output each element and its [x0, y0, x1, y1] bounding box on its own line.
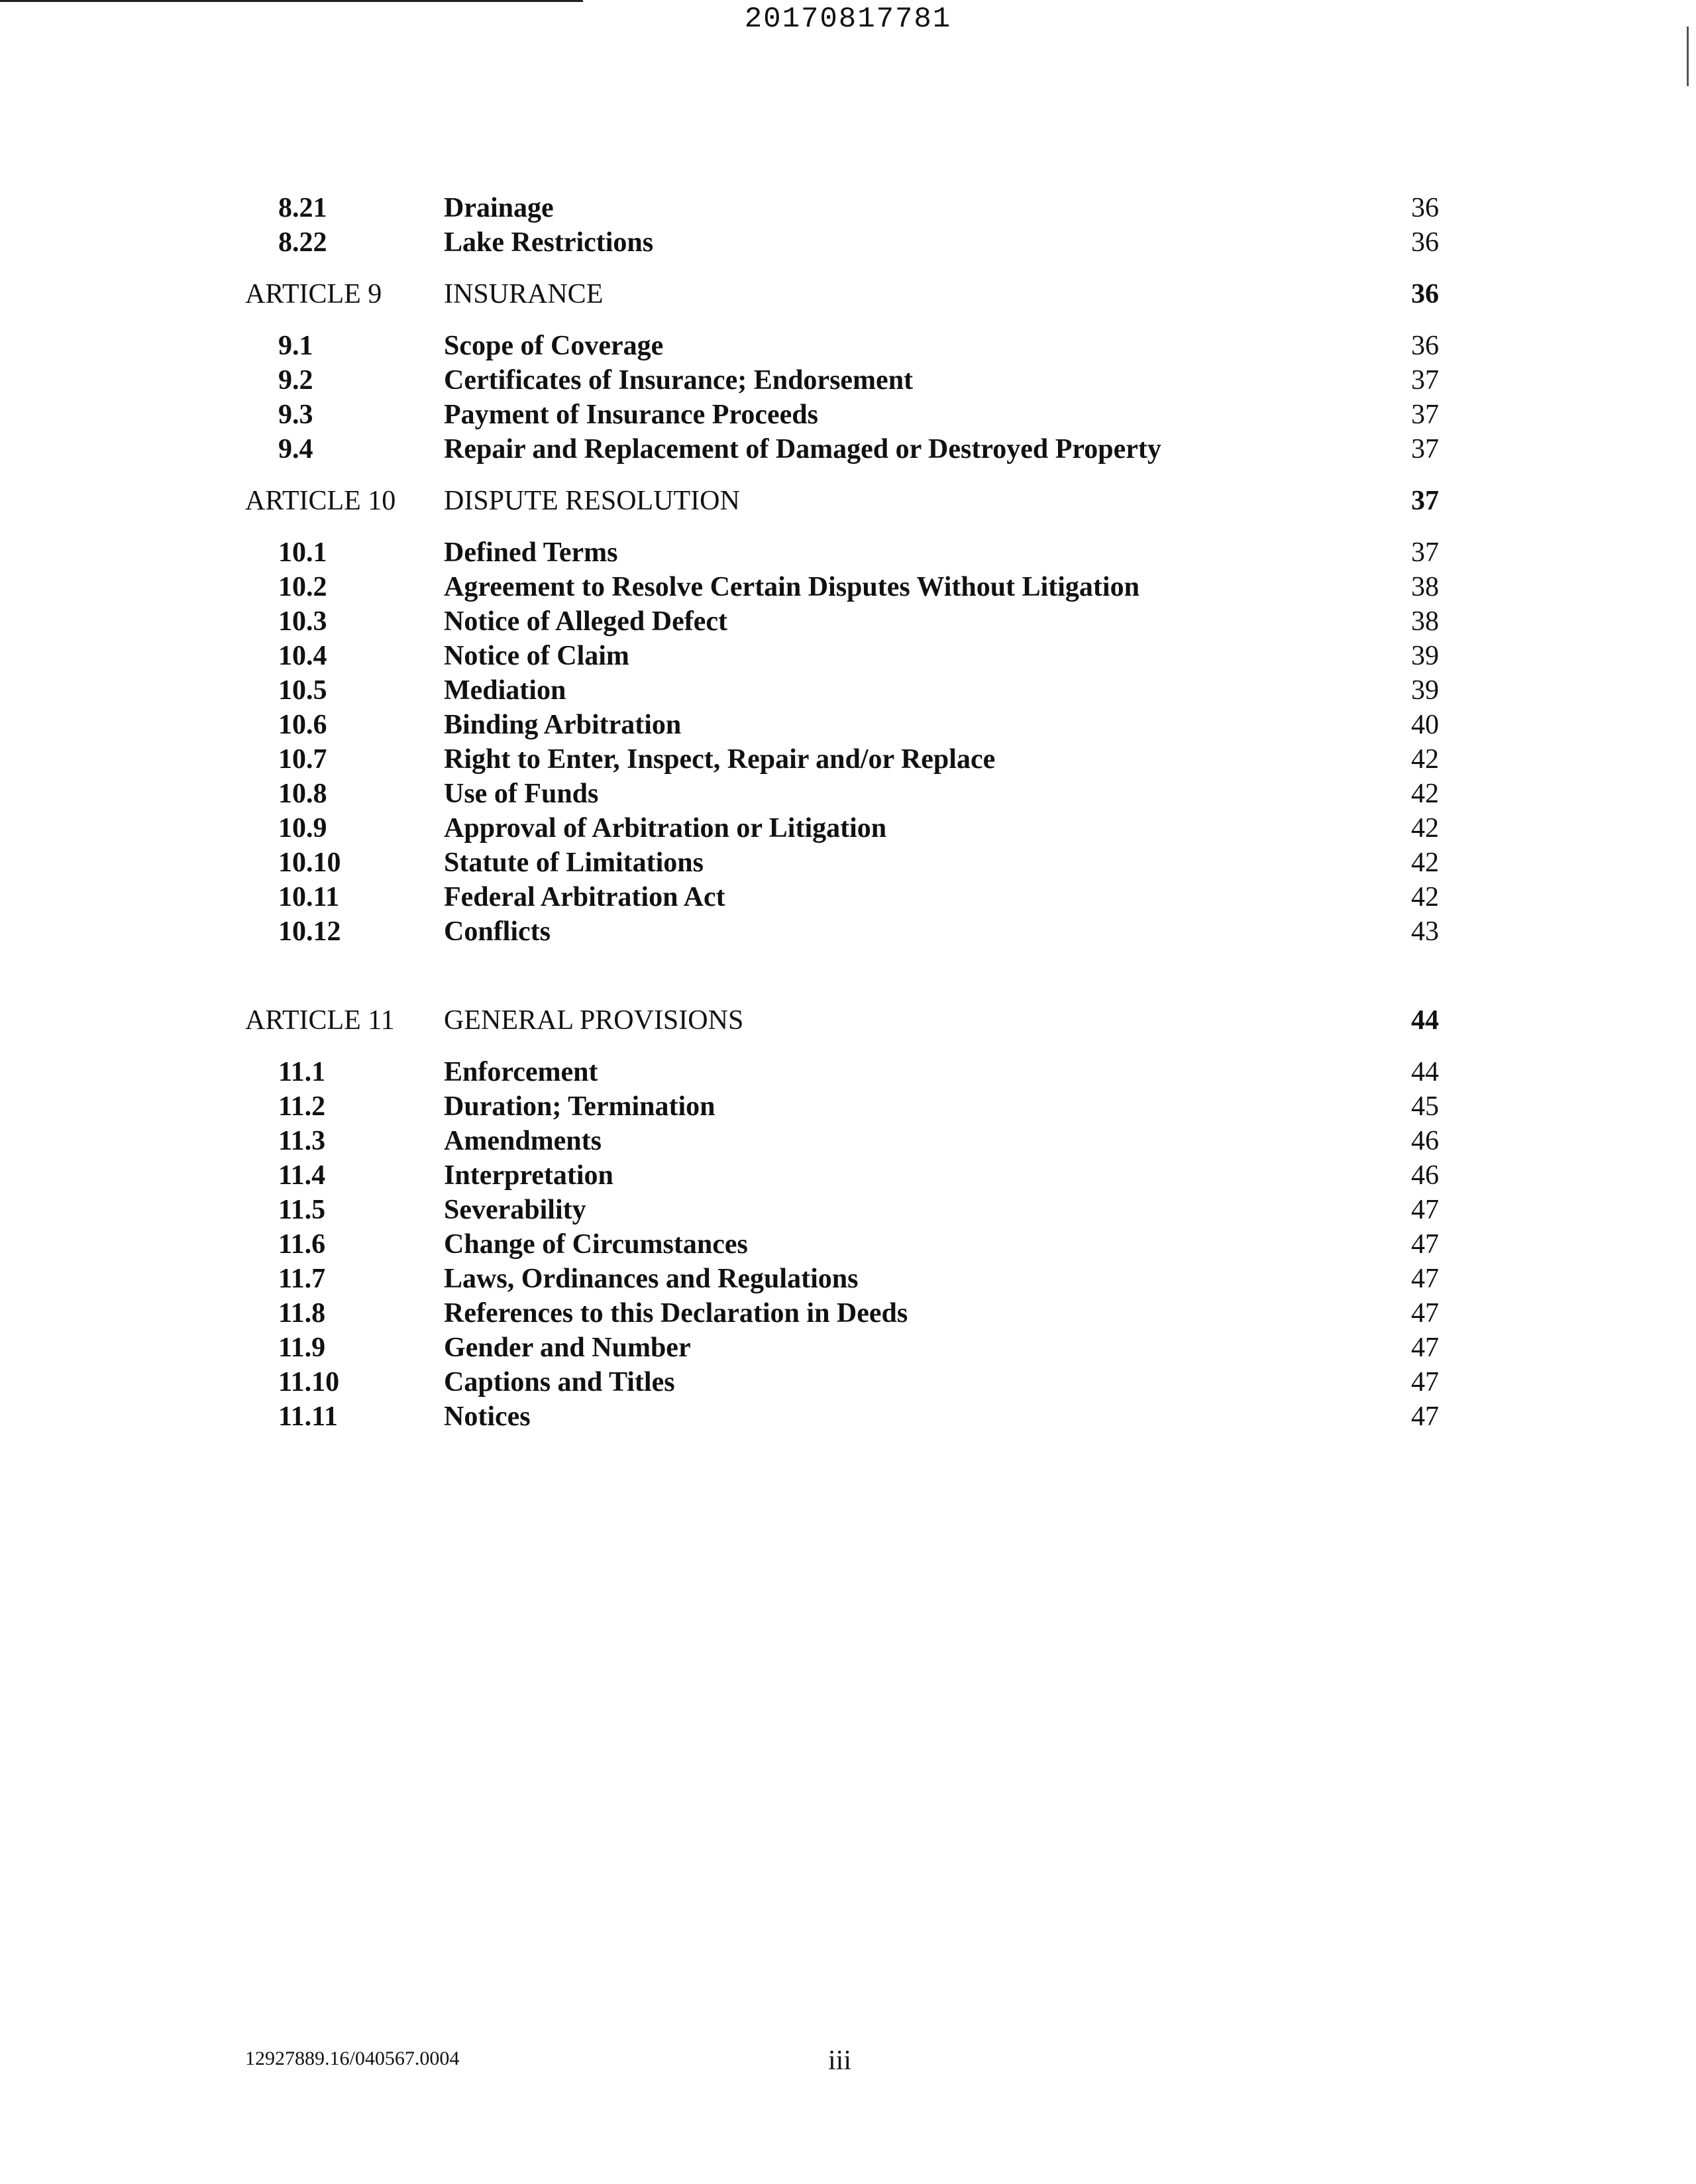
page-number: 46 — [1411, 1160, 1439, 1191]
page-number: 37 — [1411, 486, 1439, 516]
section-title: Statute of Limitations — [444, 847, 704, 878]
article-label: ARTICLE 9 — [245, 279, 382, 309]
toc-entry-9-2 — [0, 363, 1696, 398]
recording-number: 20170817781 — [744, 3, 952, 36]
section-number: 10.9 — [278, 813, 327, 844]
page-number: 45 — [1411, 1091, 1439, 1122]
section-title: Approval of Arbitration or Litigation — [444, 813, 887, 844]
section-number: 11.11 — [278, 1401, 338, 1432]
page-number: 47 — [1411, 1333, 1439, 1363]
page-number: 36 — [1411, 193, 1439, 223]
section-number: 10.10 — [278, 847, 341, 878]
page-number: 47 — [1411, 1195, 1439, 1225]
section-title: Duration; Termination — [444, 1091, 716, 1122]
section-number: 11.3 — [278, 1126, 326, 1156]
toc-article-9 — [0, 277, 1696, 311]
article-label: ARTICLE 11 — [245, 1005, 395, 1036]
section-number: 9.1 — [278, 331, 313, 361]
toc-entry-11-1 — [0, 1055, 1696, 1089]
toc-entry-11-4 — [0, 1158, 1696, 1193]
section-title: Notices — [444, 1401, 531, 1432]
toc-entry-11-3 — [0, 1124, 1696, 1158]
section-title: Mediation — [444, 675, 566, 706]
section-title: Payment of Insurance Proceeds — [444, 400, 818, 430]
page-number: 37 — [1411, 434, 1439, 464]
toc-entry-11-11 — [0, 1399, 1696, 1434]
section-number: 11.1 — [278, 1057, 326, 1087]
page-number: 40 — [1411, 710, 1439, 740]
section-title: Certificates of Insurance; Endorsement — [444, 365, 914, 396]
section-number: 10.3 — [278, 606, 327, 637]
page-number: 47 — [1411, 1401, 1439, 1432]
toc-entry-11-8 — [0, 1296, 1696, 1331]
section-title: Amendments — [444, 1126, 602, 1156]
section-title: Drainage — [444, 193, 554, 223]
page-number: 42 — [1411, 779, 1439, 809]
section-title: References to this Declaration in Deeds — [444, 1298, 908, 1329]
section-number: 10.7 — [278, 744, 327, 775]
article-label: ARTICLE 10 — [245, 486, 396, 516]
section-title: Federal Arbitration Act — [444, 882, 725, 912]
section-title: Binding Arbitration — [444, 710, 682, 740]
toc-entry-10-3 — [0, 604, 1696, 639]
section-number: 8.22 — [278, 227, 327, 258]
section-title: Scope of Coverage — [444, 331, 664, 361]
page-number: 42 — [1411, 847, 1439, 878]
page-number: 47 — [1411, 1367, 1439, 1397]
section-number: 11.6 — [278, 1229, 326, 1260]
section-number: 11.8 — [278, 1298, 326, 1329]
page-number: 37 — [1411, 537, 1439, 568]
section-number: 11.7 — [278, 1264, 326, 1294]
toc-entry-10-12 — [0, 914, 1696, 949]
section-number: 10.12 — [278, 916, 341, 947]
toc-entry-11-7 — [0, 1262, 1696, 1296]
toc-entry-8-21 — [0, 191, 1696, 225]
toc-entry-10-6 — [0, 708, 1696, 742]
page-number: 47 — [1411, 1264, 1439, 1294]
footer-page-number: iii — [828, 2046, 852, 2076]
section-number: 10.11 — [278, 882, 340, 912]
page-number: 42 — [1411, 882, 1439, 912]
toc-entry-10-11 — [0, 880, 1696, 914]
section-number: 10.1 — [278, 537, 327, 568]
toc-entry-11-9 — [0, 1331, 1696, 1365]
page-number: 36 — [1411, 227, 1439, 258]
section-number: 11.4 — [278, 1160, 326, 1191]
section-title: Severability — [444, 1195, 586, 1225]
section-title: Laws, Ordinances and Regulations — [444, 1264, 859, 1294]
section-number: 11.10 — [278, 1367, 340, 1397]
toc-entry-10-8 — [0, 777, 1696, 811]
toc-entry-10-1 — [0, 535, 1696, 570]
section-title: Gender and Number — [444, 1333, 691, 1363]
section-number: 10.6 — [278, 710, 327, 740]
toc-entry-10-7 — [0, 742, 1696, 777]
section-number: 10.5 — [278, 675, 327, 706]
section-number: 10.4 — [278, 641, 327, 671]
toc-entry-11-2 — [0, 1089, 1696, 1124]
toc-entry-10-5 — [0, 673, 1696, 708]
article-title: DISPUTE RESOLUTION — [444, 486, 740, 516]
section-title: Use of Funds — [444, 779, 599, 809]
page-number: 47 — [1411, 1229, 1439, 1260]
section-title: Right to Enter, Inspect, Repair and/or Replace — [444, 744, 996, 775]
section-title: Lake Restrictions — [444, 227, 654, 258]
toc-entry-10-9 — [0, 811, 1696, 846]
page-number: 36 — [1411, 331, 1439, 361]
page-number: 42 — [1411, 744, 1439, 775]
section-number: 8.21 — [278, 193, 327, 223]
toc-article-10 — [0, 484, 1696, 518]
page-number: 38 — [1411, 606, 1439, 637]
section-title: Interpretation — [444, 1160, 613, 1191]
toc-entry-11-5 — [0, 1193, 1696, 1227]
page-number: 43 — [1411, 916, 1439, 947]
section-number: 11.9 — [278, 1333, 326, 1363]
toc-entry-9-1 — [0, 329, 1696, 363]
toc-entry-9-3 — [0, 398, 1696, 432]
section-title: Change of Circumstances — [444, 1229, 748, 1260]
page-number: 42 — [1411, 813, 1439, 844]
page-number: 39 — [1411, 641, 1439, 671]
page-number: 37 — [1411, 365, 1439, 396]
page-number: 47 — [1411, 1298, 1439, 1329]
toc-entry-8-22 — [0, 225, 1696, 260]
section-number: 11.5 — [278, 1195, 326, 1225]
toc-entry-10-10 — [0, 846, 1696, 880]
section-title: Enforcement — [444, 1057, 598, 1087]
section-title: Defined Terms — [444, 537, 618, 568]
section-number: 10.8 — [278, 779, 327, 809]
page-number: 39 — [1411, 675, 1439, 706]
page-number: 44 — [1411, 1057, 1439, 1087]
section-title: Notice of Claim — [444, 641, 629, 671]
article-title: GENERAL PROVISIONS — [444, 1005, 744, 1036]
toc-article-11 — [0, 1003, 1696, 1038]
toc-entry-9-4 — [0, 432, 1696, 466]
toc-entry-10-4 — [0, 639, 1696, 673]
section-title: Captions and Titles — [444, 1367, 675, 1397]
section-number: 9.3 — [278, 400, 313, 430]
toc-entry-10-2 — [0, 570, 1696, 604]
toc-entry-11-10 — [0, 1365, 1696, 1399]
section-number: 9.2 — [278, 365, 313, 396]
section-number: 9.4 — [278, 434, 313, 464]
section-title: Agreement to Resolve Certain Disputes Without Litigation — [444, 572, 1140, 602]
page-number: 36 — [1411, 279, 1439, 309]
section-number: 11.2 — [278, 1091, 326, 1122]
page-number: 38 — [1411, 572, 1439, 602]
footer-document-id: 12927889.16/040567.0004 — [245, 2048, 460, 2069]
scan-top-rule — [0, 0, 583, 2]
section-title: Repair and Replacement of Damaged or Destroyed Property — [444, 434, 1161, 464]
page-number: 46 — [1411, 1126, 1439, 1156]
toc-entry-11-6 — [0, 1227, 1696, 1262]
page-number: 37 — [1411, 400, 1439, 430]
section-title: Notice of Alleged Defect — [444, 606, 727, 637]
article-title: INSURANCE — [444, 279, 604, 309]
section-title: Conflicts — [444, 916, 551, 947]
section-number: 10.2 — [278, 572, 327, 602]
page-number: 44 — [1411, 1005, 1439, 1036]
